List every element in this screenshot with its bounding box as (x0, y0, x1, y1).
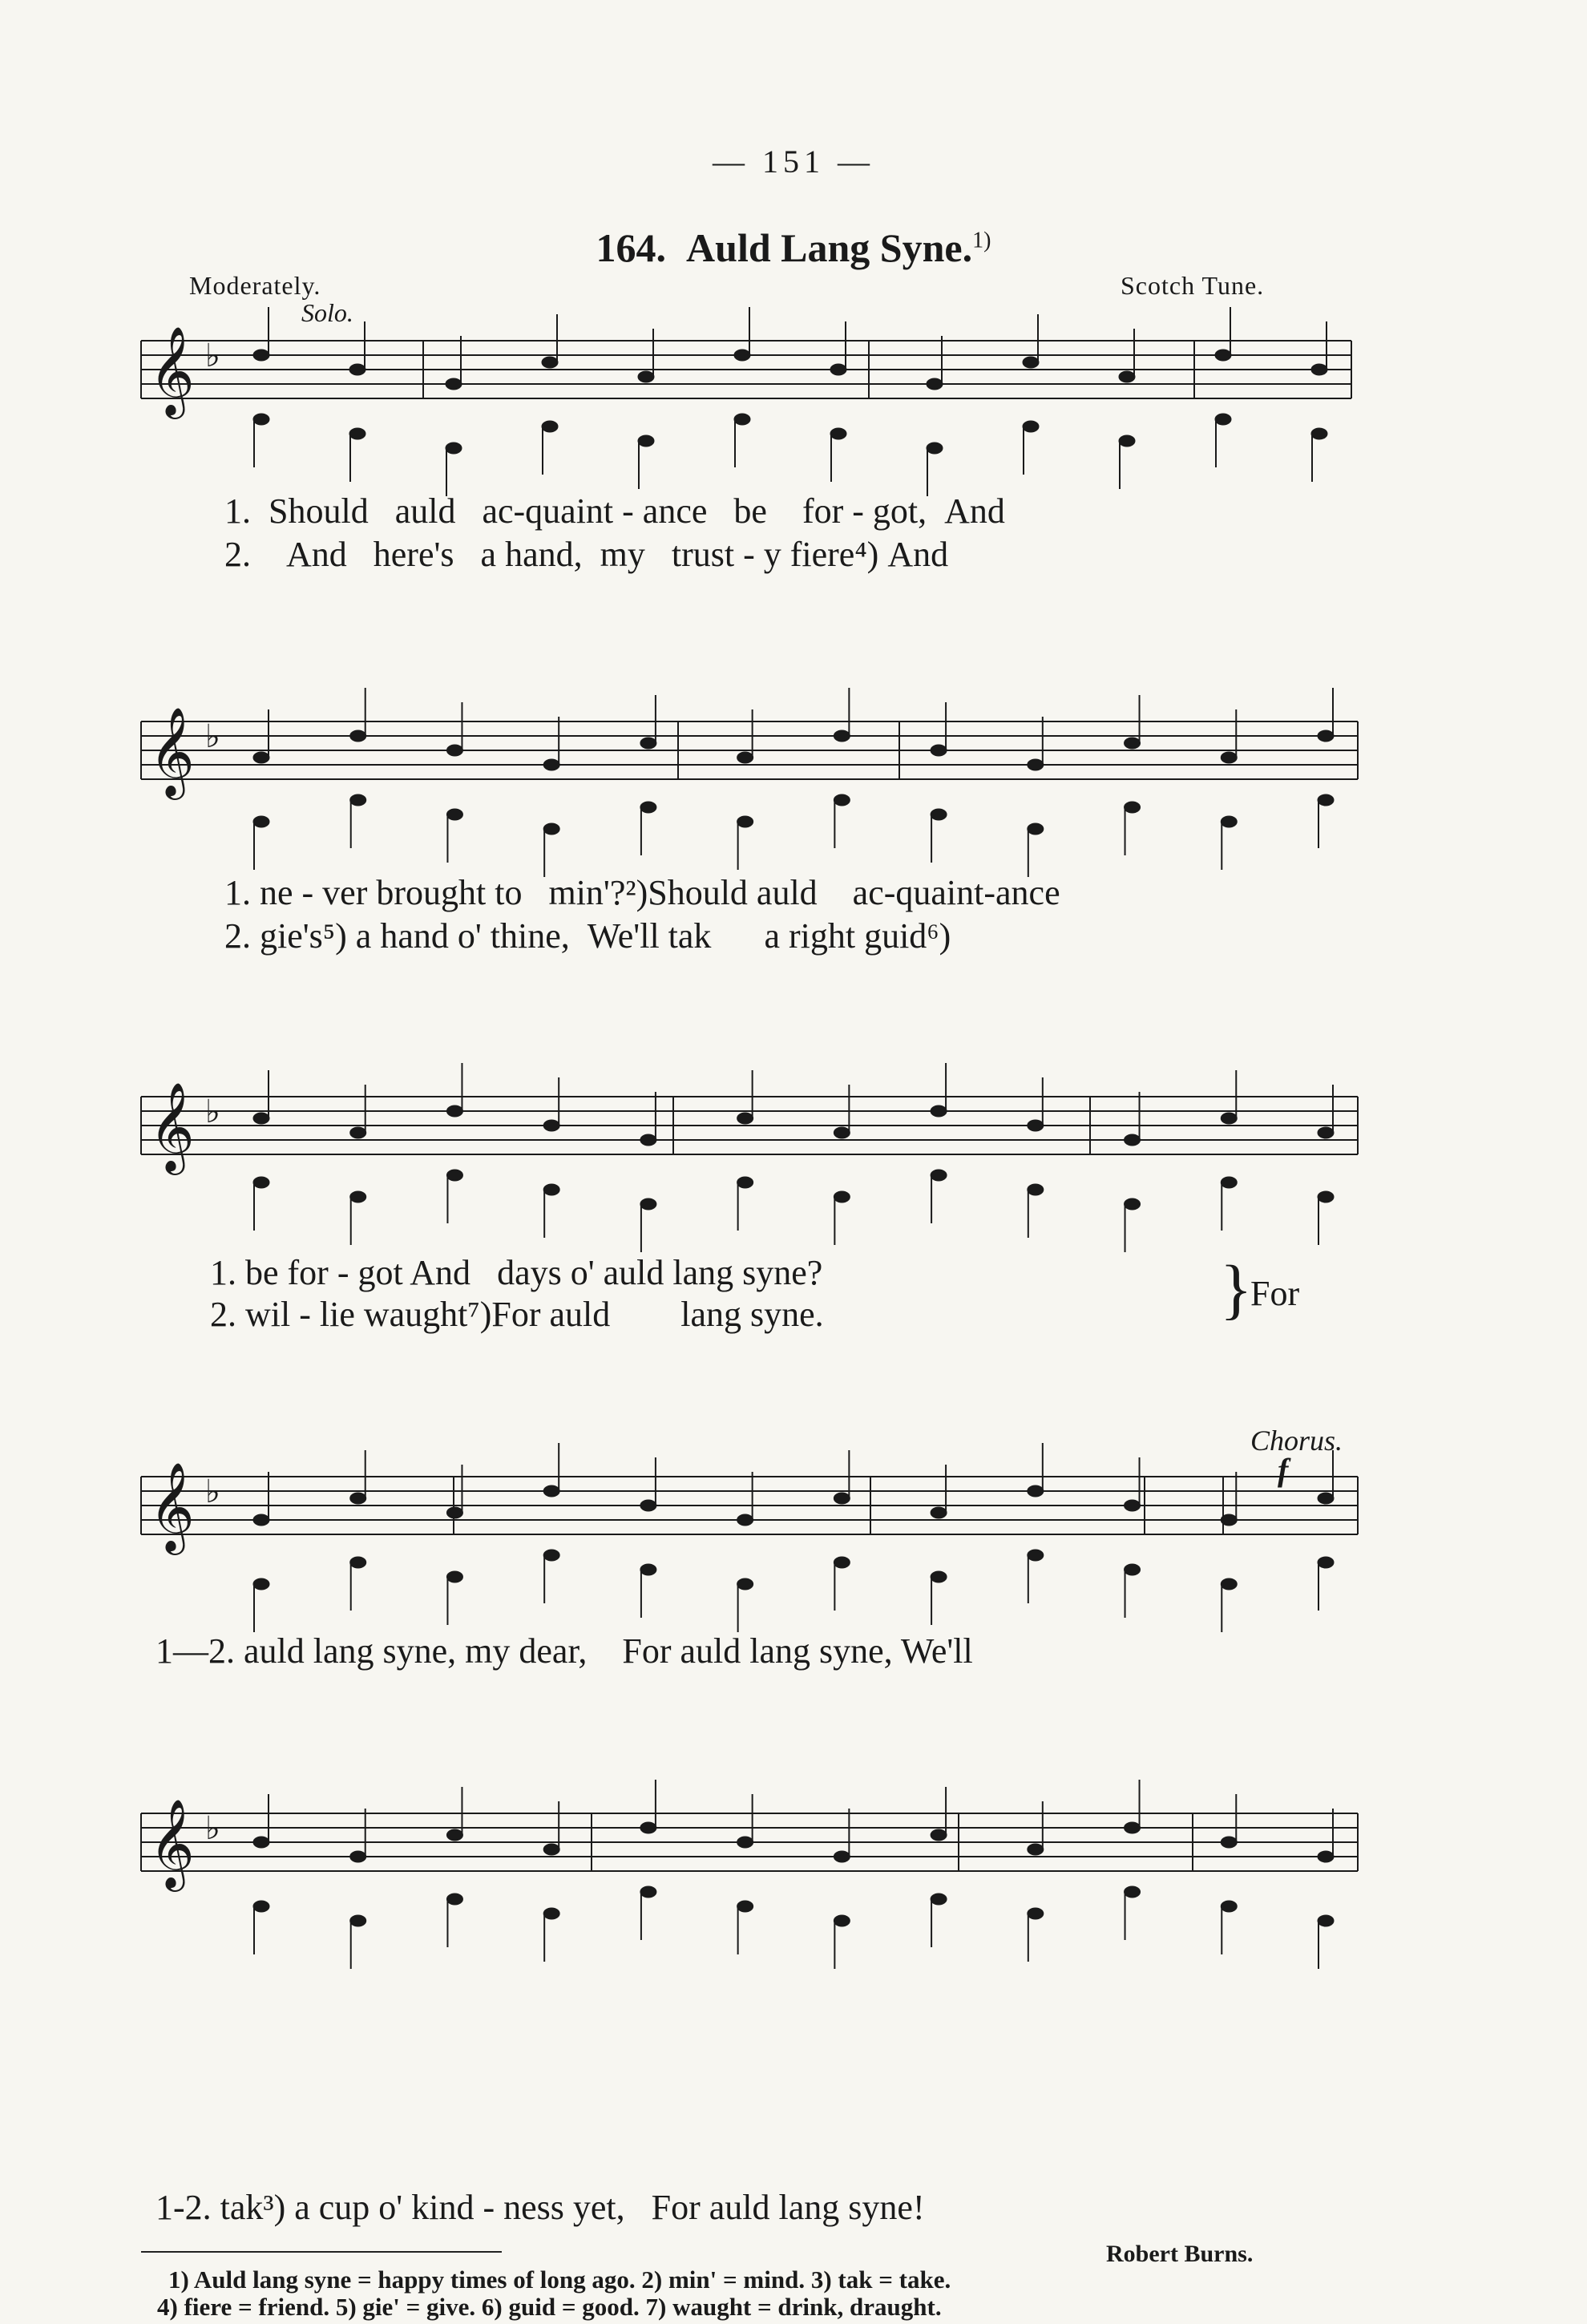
notehead (830, 364, 846, 375)
flat-icon: ♭ (205, 1093, 220, 1130)
notehead-lower (350, 1557, 366, 1568)
notehead (638, 371, 654, 382)
notehead-lower (1119, 435, 1135, 447)
song-number: 164. (596, 225, 667, 270)
notehead (446, 745, 462, 756)
notehead (446, 1105, 462, 1117)
notehead (253, 1113, 269, 1124)
notehead-lower (446, 809, 462, 820)
notehead (446, 378, 462, 390)
notehead-lower (253, 1901, 269, 1912)
notehead-lower (737, 1177, 753, 1188)
lyric-line-3-verse-2: 2. wil - lie waught⁷)For auld lang syne. (210, 1295, 824, 1334)
notehead (931, 1507, 947, 1518)
notehead-lower (640, 1198, 656, 1210)
notehead-lower (931, 1894, 947, 1905)
notehead-lower (1318, 1191, 1334, 1202)
notehead-lower (834, 1191, 850, 1202)
notehead (446, 1829, 462, 1841)
notehead (1311, 364, 1327, 375)
notehead (350, 1851, 366, 1862)
notehead (446, 1507, 462, 1518)
notehead-lower (542, 421, 558, 432)
notehead-lower (737, 816, 753, 827)
notehead-lower (640, 1564, 656, 1575)
chorus-marking: Chorus. (1250, 1425, 1343, 1457)
notehead-lower (638, 435, 654, 447)
notehead-lower (350, 794, 366, 806)
notehead-lower (1028, 1908, 1044, 1919)
notehead-lower (1215, 414, 1231, 425)
notehead-lower (253, 1578, 269, 1590)
notehead (1221, 1113, 1237, 1124)
dynamic-marking: f (1278, 1452, 1289, 1488)
notehead (1318, 1493, 1334, 1504)
flat-icon: ♭ (205, 1473, 220, 1510)
notehead (1318, 1127, 1334, 1138)
notehead (1215, 350, 1231, 361)
notehead-lower (1125, 1886, 1141, 1898)
notehead (1221, 1514, 1237, 1526)
notehead (1125, 1500, 1141, 1511)
notehead (1028, 1485, 1044, 1497)
notehead (543, 1120, 559, 1131)
notehead (253, 752, 269, 763)
notehead-lower (927, 443, 943, 454)
notehead (734, 350, 750, 361)
notehead-lower (834, 1557, 850, 1568)
notehead-lower (446, 1894, 462, 1905)
lyric-line-2-verse-2: 2. gie's⁵) a hand o' thine, We'll tak a right guid⁶) (224, 916, 951, 956)
notehead-lower (350, 1915, 366, 1926)
notehead-lower (734, 414, 750, 425)
notehead-lower (543, 1184, 559, 1195)
notehead-lower (1318, 794, 1334, 806)
notehead-lower (1221, 816, 1237, 827)
notehead (253, 1514, 269, 1526)
notehead-lower (1318, 1915, 1334, 1926)
notehead-lower (1125, 802, 1141, 813)
notehead (1023, 357, 1039, 368)
treble-clef-icon: 𝄞 (149, 325, 195, 415)
notehead (1125, 738, 1141, 749)
notehead-lower (446, 1170, 462, 1181)
page-number: — 151 — (713, 143, 874, 180)
notehead-lower (640, 1886, 656, 1898)
notehead (927, 378, 943, 390)
notehead (737, 1514, 753, 1526)
notehead (543, 759, 559, 770)
notehead-lower (931, 1170, 947, 1181)
notehead (1028, 1844, 1044, 1855)
notehead-lower (253, 414, 269, 425)
notehead-lower (834, 794, 850, 806)
footnote-line-1: 1) Auld lang syne = happy times of long ago. 2) min' = mind. 3) tak = take. (168, 2265, 951, 2294)
notehead-lower (1311, 428, 1327, 439)
notehead-lower (1221, 1901, 1237, 1912)
song-title-text: Auld Lang Syne. (686, 225, 973, 270)
notehead (1119, 371, 1135, 382)
notehead-lower (1023, 421, 1039, 432)
notehead-lower (737, 1578, 753, 1590)
notehead-lower (543, 823, 559, 835)
notehead-lower (1318, 1557, 1334, 1568)
notehead-lower (640, 802, 656, 813)
treble-clef-icon: 𝄞 (149, 706, 195, 796)
notehead (349, 364, 365, 375)
treble-clef-icon: 𝄞 (149, 1461, 195, 1551)
notehead (1125, 1134, 1141, 1146)
notehead (1221, 1837, 1237, 1848)
notehead (834, 730, 850, 742)
notehead (931, 745, 947, 756)
notehead (253, 350, 269, 361)
notehead-lower (1125, 1564, 1141, 1575)
flat-icon: ♭ (205, 1810, 220, 1847)
lyric-line-4: 1—2. auld lang syne, my dear, For auld lang syne, We'll (155, 1631, 973, 1671)
notehead (350, 730, 366, 742)
notehead (543, 1844, 559, 1855)
notehead (1221, 752, 1237, 763)
notehead (1318, 1851, 1334, 1862)
lyric-line-3-pickup: For (1250, 1274, 1300, 1313)
notehead (543, 1485, 559, 1497)
notehead (1125, 1822, 1141, 1833)
flat-icon: ♭ (205, 718, 220, 755)
notehead (350, 1127, 366, 1138)
notehead (640, 1134, 656, 1146)
lyric-line-1-verse-2: 2. And here's a hand, my trust - y fiere⁴) And (224, 535, 949, 574)
notehead (542, 357, 558, 368)
lyric-line-1-verse-1: 1. Should auld ac-quaint - ance be for - got, And (224, 491, 1005, 531)
author-credit: Robert Burns. (1106, 2241, 1254, 2267)
notehead-lower (931, 809, 947, 820)
notehead-lower (350, 1191, 366, 1202)
notehead-lower (830, 428, 846, 439)
notehead-lower (834, 1915, 850, 1926)
notehead (931, 1829, 947, 1841)
treble-clef-icon: 𝄞 (149, 1798, 195, 1888)
flat-icon: ♭ (205, 337, 220, 374)
treble-clef-icon: 𝄞 (149, 1081, 195, 1171)
notehead (1318, 730, 1334, 742)
notehead-lower (1028, 823, 1044, 835)
tempo-marking: Moderately. (189, 271, 321, 300)
notehead (737, 1113, 753, 1124)
notehead-lower (253, 1177, 269, 1188)
notehead (640, 1500, 656, 1511)
notehead (1028, 1120, 1044, 1131)
notehead-lower (1221, 1578, 1237, 1590)
lyric-line-2-verse-1: 1. ne - ver brought to min'?²)Should auld ac-quaint-ance (224, 873, 1060, 912)
footnote-divider (141, 2251, 502, 2253)
notehead (834, 1127, 850, 1138)
notehead (350, 1493, 366, 1504)
notehead-lower (543, 1908, 559, 1919)
notehead (834, 1493, 850, 1504)
notehead (737, 752, 753, 763)
part-marking: Solo. (301, 298, 353, 327)
footnote-line-2: 4) fiere = friend. 5) gie' = give. 6) guid = good. 7) waught = drink, draught. (157, 2293, 942, 2321)
verse-brace: } (1220, 1252, 1253, 1327)
notehead (640, 738, 656, 749)
notehead-lower (1028, 1184, 1044, 1195)
notehead-lower (737, 1901, 753, 1912)
notehead (640, 1822, 656, 1833)
tune-credit: Scotch Tune. (1121, 271, 1265, 300)
lyric-line-5: 1-2. tak³) a cup o' kind - ness yet, For auld lang syne! (155, 2188, 925, 2227)
lyric-line-3-verse-1: 1. be for - got And days o' auld lang syne? (210, 1253, 823, 1292)
notehead-lower (543, 1550, 559, 1561)
notehead-lower (446, 443, 462, 454)
notehead (1028, 759, 1044, 770)
notehead-lower (349, 428, 365, 439)
notehead-lower (931, 1571, 947, 1582)
notehead-lower (1028, 1550, 1044, 1561)
notehead-lower (1125, 1198, 1141, 1210)
notehead-lower (1221, 1177, 1237, 1188)
title-footnote-ref: 1) (972, 228, 991, 253)
notehead (834, 1851, 850, 1862)
notehead (931, 1105, 947, 1117)
notehead (737, 1837, 753, 1848)
notehead-lower (253, 816, 269, 827)
notehead (253, 1837, 269, 1848)
notehead-lower (446, 1571, 462, 1582)
